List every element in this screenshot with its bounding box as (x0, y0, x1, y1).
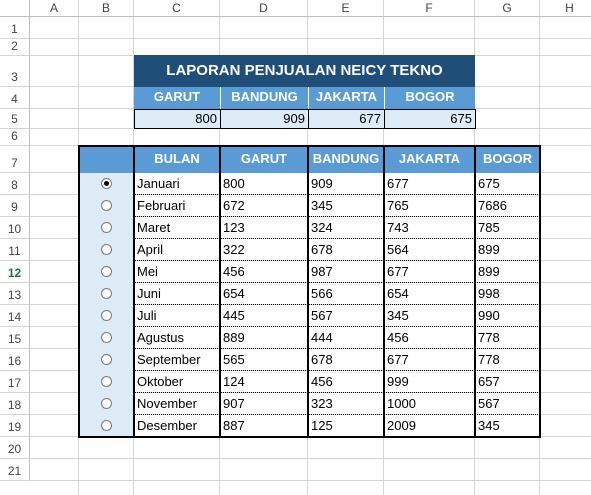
sales-cell-bogor[interactable]: 7686 (475, 195, 540, 217)
row-header-7[interactable] (0, 146, 30, 173)
sales-cell-bogor[interactable]: 778 (475, 349, 540, 371)
column-header-h[interactable]: H (540, 0, 591, 17)
month-cell[interactable]: Agustus (134, 327, 220, 349)
sales-cell-jakarta[interactable]: 345 (384, 305, 475, 327)
month-cell[interactable]: November (134, 393, 220, 415)
month-cell[interactable]: Februari (134, 195, 220, 217)
sales-cell-jakarta[interactable]: 677 (384, 349, 475, 371)
month-radio-button[interactable] (101, 354, 112, 365)
row-number: 4 (11, 92, 18, 106)
row-header-3[interactable] (0, 56, 30, 87)
sales-cell-bogor[interactable]: 785 (475, 217, 540, 239)
sales-cell-jakarta[interactable]: 1000 (384, 393, 475, 415)
gridline-horizontal (0, 480, 591, 481)
month-radio-button[interactable] (101, 178, 112, 189)
month-cell[interactable]: Desember (134, 415, 220, 437)
month-radio-button[interactable] (101, 420, 112, 431)
column-header-a[interactable]: A (30, 0, 79, 17)
row-header-8[interactable] (0, 173, 30, 195)
row-number: 1 (11, 22, 18, 36)
row-number: 16 (7, 354, 22, 368)
select-all-corner[interactable] (0, 0, 30, 17)
month-cell[interactable]: Juli (134, 305, 220, 327)
month-radio-button[interactable] (101, 288, 112, 299)
column-header-g[interactable]: G (475, 0, 540, 17)
row-number: 9 (11, 200, 18, 214)
row-header-21[interactable] (0, 459, 30, 481)
sales-cell-garut[interactable]: 322 (220, 239, 308, 261)
report-title[interactable]: LAPORAN PENJUALAN NEICY TEKNO (134, 55, 475, 87)
table-header-jakarta[interactable]: JAKARTA (384, 146, 475, 173)
row-header-11[interactable] (0, 239, 30, 261)
sales-cell-bogor[interactable]: 778 (475, 327, 540, 349)
summary-header-jakarta[interactable]: JAKARTA (308, 87, 384, 109)
summary-value-jakarta[interactable]: 677 (308, 109, 384, 129)
row-number: 10 (7, 222, 22, 236)
row-header-12[interactable] (0, 261, 30, 283)
row-header-19[interactable] (0, 415, 30, 437)
sales-cell-garut[interactable]: 654 (220, 283, 308, 305)
sales-cell-jakarta[interactable]: 456 (384, 327, 475, 349)
month-radio-button[interactable] (101, 332, 112, 343)
sales-cell-bandung[interactable]: 909 (308, 173, 384, 195)
month-radio-button[interactable] (101, 266, 112, 277)
column-header-f[interactable]: F (384, 0, 475, 17)
sales-cell-bandung[interactable]: 987 (308, 261, 384, 283)
row-number: 8 (11, 178, 18, 192)
month-cell[interactable]: Oktober (134, 371, 220, 393)
row-number: 18 (7, 398, 22, 412)
column-header-c[interactable]: C (134, 0, 220, 17)
row-number: 14 (7, 310, 22, 324)
row-number: 21 (7, 464, 22, 478)
row-number: 5 (11, 112, 18, 126)
row-header-6[interactable] (0, 129, 30, 146)
sales-cell-bogor[interactable]: 990 (475, 305, 540, 327)
sales-cell-bogor[interactable]: 675 (475, 173, 540, 195)
column-header-e[interactable]: E (308, 0, 384, 17)
month-cell[interactable]: Maret (134, 217, 220, 239)
month-cell[interactable]: Januari (134, 173, 220, 195)
sales-cell-bandung[interactable]: 444 (308, 327, 384, 349)
summary-header-bogor[interactable]: BOGOR (384, 87, 475, 109)
row-header-4[interactable] (0, 87, 30, 109)
sales-cell-bogor[interactable]: 345 (475, 415, 540, 437)
sales-cell-bandung[interactable]: 678 (308, 239, 384, 261)
month-radio-button[interactable] (101, 200, 112, 211)
month-radio-button[interactable] (101, 244, 112, 255)
row-number: 7 (11, 156, 18, 170)
row-header-17[interactable] (0, 371, 30, 393)
sales-cell-jakarta[interactable]: 743 (384, 217, 475, 239)
sales-cell-bogor[interactable]: 657 (475, 371, 540, 393)
month-cell[interactable]: Juni (134, 283, 220, 305)
row-header-14[interactable] (0, 305, 30, 327)
sales-cell-garut[interactable]: 800 (220, 173, 308, 195)
sales-cell-bandung[interactable]: 678 (308, 349, 384, 371)
month-radio-button[interactable] (101, 376, 112, 387)
row-number: 6 (11, 129, 18, 143)
row-header-13[interactable] (0, 283, 30, 305)
table-header-bandung[interactable]: BANDUNG (308, 146, 384, 173)
row-header-9[interactable] (0, 195, 30, 217)
sales-cell-jakarta[interactable]: 564 (384, 239, 475, 261)
sales-cell-garut[interactable]: 889 (220, 327, 308, 349)
sales-cell-bandung[interactable]: 566 (308, 283, 384, 305)
table-header-bulan[interactable]: BULAN (134, 146, 220, 173)
row-number: 15 (7, 332, 22, 346)
sales-cell-jakarta[interactable]: 654 (384, 283, 475, 305)
column-header-d[interactable]: D (220, 0, 308, 17)
row-number: 12 (7, 266, 22, 280)
month-cell[interactable]: September (134, 349, 220, 371)
column-header-b[interactable]: B (79, 0, 134, 17)
sales-cell-garut[interactable]: 907 (220, 393, 308, 415)
month-cell[interactable]: Mei (134, 261, 220, 283)
sales-cell-garut[interactable]: 565 (220, 349, 308, 371)
table-header-radio-col (79, 146, 134, 173)
sales-cell-garut[interactable]: 456 (220, 261, 308, 283)
gridline-horizontal (0, 458, 591, 459)
month-radio-button[interactable] (101, 222, 112, 233)
sales-cell-jakarta[interactable]: 2009 (384, 415, 475, 437)
row-header-20[interactable] (0, 437, 30, 459)
row-header-18[interactable] (0, 393, 30, 415)
row-header-16[interactable] (0, 349, 30, 371)
month-radio-button[interactable] (101, 398, 112, 409)
summary-value-bandung[interactable]: 909 (220, 109, 308, 129)
row-header-10[interactable] (0, 217, 30, 239)
summary-header-garut[interactable]: GARUT (134, 87, 220, 109)
sales-cell-jakarta[interactable]: 999 (384, 371, 475, 393)
row-number: 20 (7, 442, 22, 456)
sales-cell-garut[interactable]: 672 (220, 195, 308, 217)
sales-cell-bandung[interactable]: 125 (308, 415, 384, 437)
row-number: 19 (7, 420, 22, 434)
sales-cell-bogor[interactable]: 899 (475, 261, 540, 283)
sales-cell-jakarta[interactable]: 677 (384, 261, 475, 283)
sales-cell-jakarta[interactable]: 677 (384, 173, 475, 195)
sales-cell-bogor[interactable]: 899 (475, 239, 540, 261)
sales-cell-bogor[interactable]: 998 (475, 283, 540, 305)
sales-cell-bandung[interactable]: 456 (308, 371, 384, 393)
sales-cell-bandung[interactable]: 345 (308, 195, 384, 217)
sales-cell-garut[interactable]: 445 (220, 305, 308, 327)
month-cell[interactable]: April (134, 239, 220, 261)
row-number: 3 (11, 70, 18, 84)
summary-value-bogor[interactable]: 675 (384, 109, 475, 129)
row-number: 11 (8, 244, 21, 258)
sales-cell-bandung[interactable]: 324 (308, 217, 384, 239)
sales-cell-garut[interactable]: 123 (220, 217, 308, 239)
row-number: 2 (11, 39, 18, 53)
row-header-15[interactable] (0, 327, 30, 349)
sales-cell-garut[interactable]: 124 (220, 371, 308, 393)
table-header-garut[interactable]: GARUT (220, 146, 308, 173)
table-header-bogor[interactable]: BOGOR (475, 146, 540, 173)
row-number: 17 (7, 376, 22, 390)
row-number: 13 (7, 288, 22, 302)
sales-cell-bandung[interactable]: 567 (308, 305, 384, 327)
summary-value-garut[interactable]: 800 (134, 109, 220, 129)
summary-header-bandung[interactable]: BANDUNG (220, 87, 308, 109)
row-header-1[interactable] (0, 17, 30, 39)
sales-cell-jakarta[interactable]: 765 (384, 195, 475, 217)
row-header-2[interactable] (0, 39, 30, 56)
sales-cell-bogor[interactable]: 567 (475, 393, 540, 415)
sales-cell-bandung[interactable]: 323 (308, 393, 384, 415)
month-radio-button[interactable] (101, 310, 112, 321)
sales-cell-garut[interactable]: 887 (220, 415, 308, 437)
row-header-5[interactable] (0, 109, 30, 129)
gridline-horizontal (0, 38, 591, 39)
